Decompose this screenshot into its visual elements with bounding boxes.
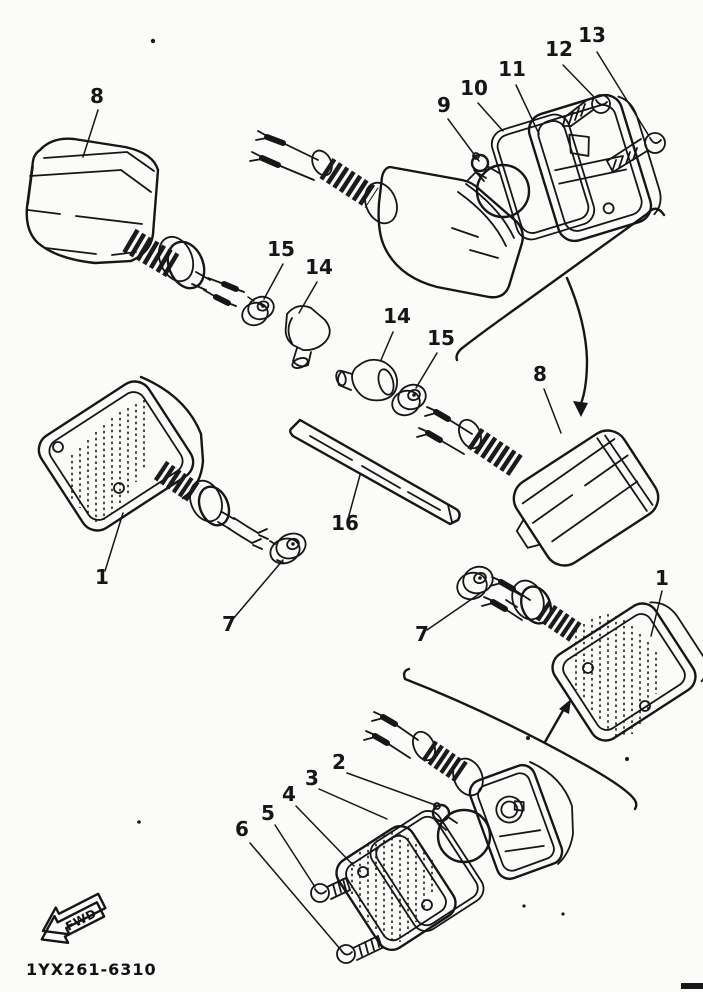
callout-16-stay: 16 — [331, 511, 359, 535]
assembly-arrow-bottom — [545, 699, 571, 742]
callout-8-rear-right: 8 — [533, 362, 547, 386]
callout-8-front-left: 8 — [90, 84, 104, 108]
part-screw-long-front — [607, 133, 665, 172]
fwd-direction-marker — [32, 888, 112, 953]
print-dot — [561, 912, 564, 915]
drawing-code: 1YX261-6310 — [26, 960, 157, 979]
callout-7-left: 7 — [222, 612, 236, 636]
callout-1-right: 1 — [655, 566, 669, 590]
callout-15-center: 15 — [427, 326, 455, 350]
callout-15-left: 15 — [267, 237, 295, 261]
callout-6-screw: 6 — [235, 817, 249, 841]
part-socket-cover-left — [286, 306, 330, 370]
part-socket-cover-center — [335, 360, 397, 401]
callout-10-gasket: 10 — [460, 76, 488, 100]
part-grommet-center — [389, 381, 430, 419]
print-dot — [625, 757, 629, 761]
callout-14-center: 14 — [383, 304, 411, 328]
callout-7-right: 7 — [415, 622, 429, 646]
callout-14-left: 14 — [305, 255, 333, 279]
callout-2-bulb: 2 — [332, 750, 346, 774]
callout-3-gasket: 3 — [305, 766, 319, 790]
callout-1-left: 1 — [95, 565, 109, 589]
assembly-arrow-top — [567, 278, 588, 417]
callout-4-lens: 4 — [282, 782, 296, 806]
callout-5-screw: 5 — [261, 801, 275, 825]
callout-12-screw: 12 — [545, 37, 573, 61]
print-dot — [137, 820, 141, 824]
part-flasher-assembly-right — [482, 576, 703, 747]
part-nut-left — [267, 529, 310, 567]
part-flasher-assembly-left — [32, 375, 275, 549]
callout-11-lens: 11 — [498, 57, 526, 81]
callout-9-bulb: 9 — [437, 93, 451, 117]
part-screw-rear-long — [337, 936, 382, 963]
print-dot — [522, 904, 525, 907]
print-dot — [526, 736, 530, 740]
part-housing-rear — [364, 712, 573, 882]
page-corner-mark — [681, 983, 703, 989]
part-grommet-left — [239, 293, 277, 329]
fwd-label: FWD — [63, 906, 99, 934]
part-screw-short-front — [563, 95, 610, 126]
part-flasher-lamp-front-left — [27, 139, 211, 294]
part-bulb-rear — [433, 803, 490, 862]
part-flasher-lamp-rear-right — [417, 407, 666, 580]
callout-13-screw: 13 — [578, 23, 606, 47]
print-dot — [151, 39, 155, 43]
